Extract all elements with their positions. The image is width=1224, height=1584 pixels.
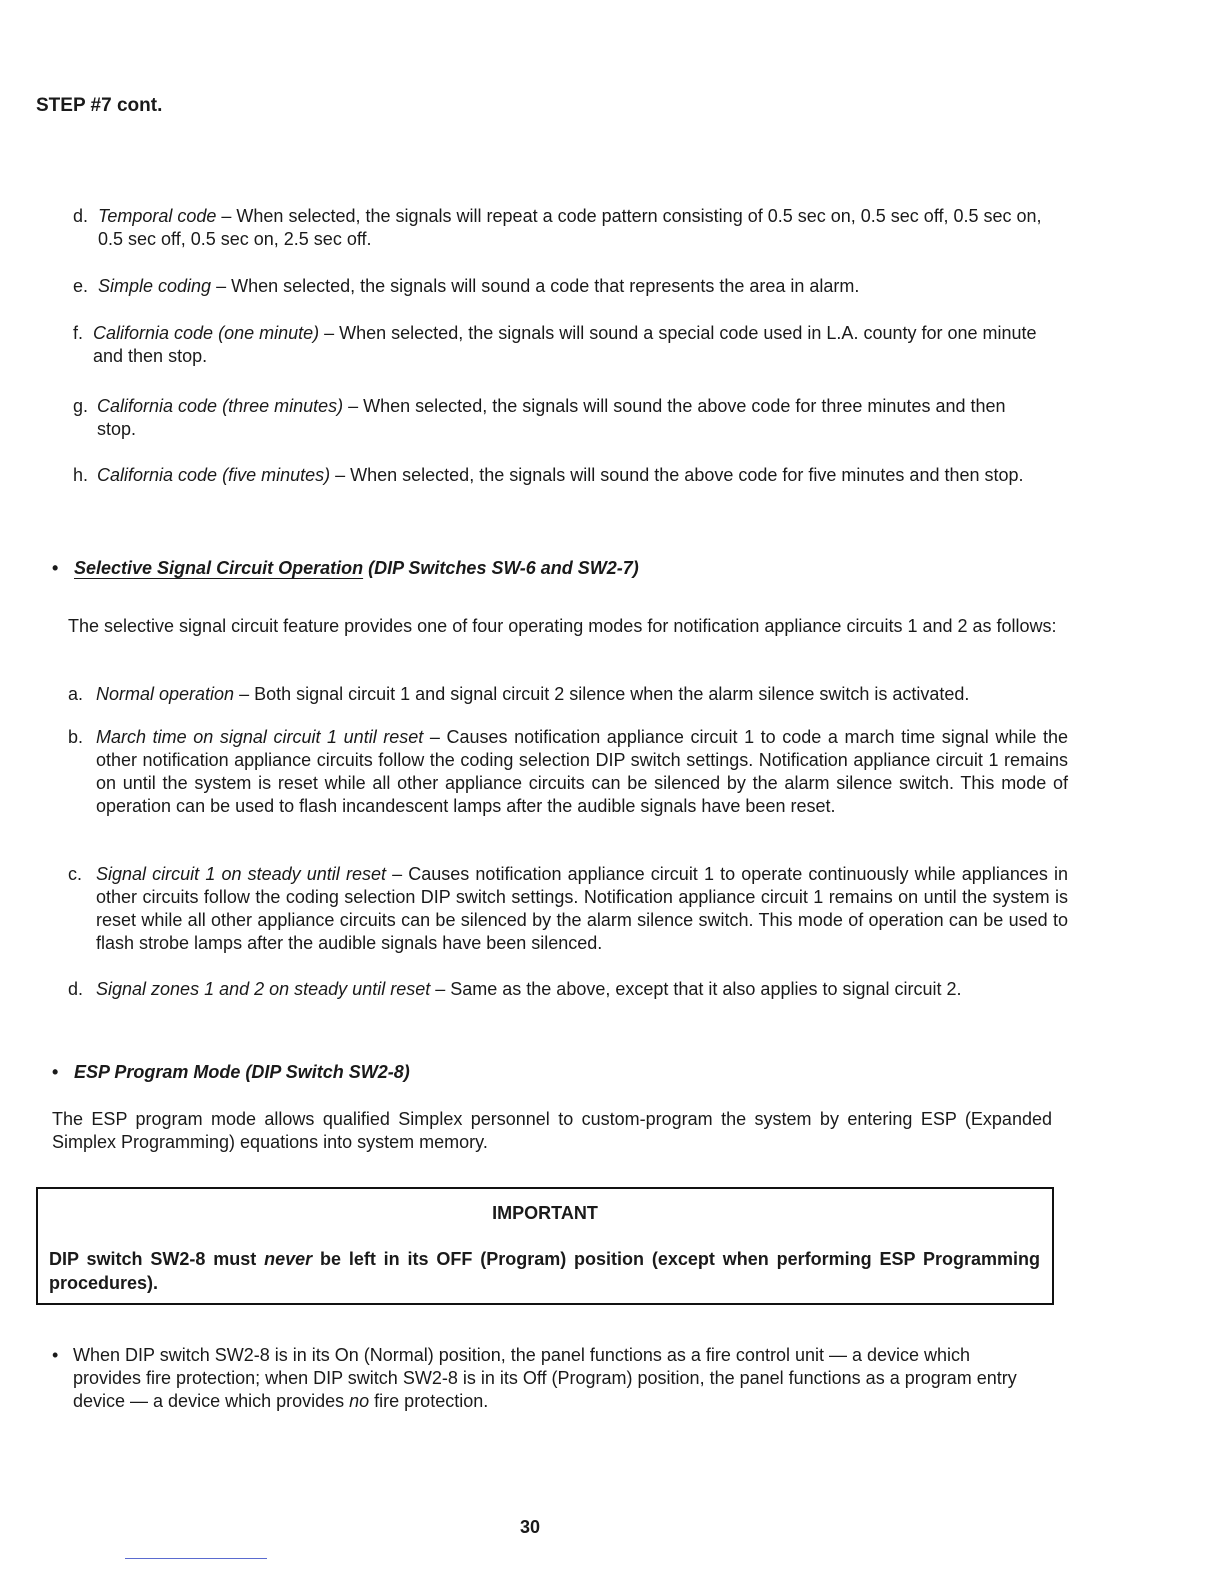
item-letter: b. (68, 727, 84, 747)
item-body: – When selected, the signals will repeat a code pattern consisting of 0.5 sec on, 0.5 sec off, 0.5 sec on, 0.5 sec off, 0.5 sec on, 2.5 sec off. (98, 206, 1042, 249)
selective-item-d (68, 978, 1068, 1001)
item-letter: a. (68, 684, 84, 704)
item-title: California code (one minute) (93, 323, 320, 343)
item-letter: c. (68, 864, 83, 884)
selective-item-b (68, 726, 1068, 818)
item-body: – When selected, the signals will sound a special code used in L.A. county for one minute and then stop. (93, 323, 1037, 366)
item-body: – When selected, the signals will sound a code that represents the area in alarm. (211, 276, 860, 296)
item-body: – Both signal circuit 1 and signal circuit 2 silence when the alarm silence switch is activated. (234, 684, 970, 704)
item-body: – Same as the above, except that it also applies to signal circuit 2. (430, 979, 962, 999)
bullet-icon: • (52, 1062, 59, 1082)
item-body: – When selected, the signals will sound the above code for three minutes and then stop. (97, 396, 1006, 439)
selective-title: Selective Signal Circuit Operation (74, 558, 364, 578)
step-header: STEP #7 cont. (36, 95, 163, 116)
bullet-icon: • (52, 1345, 59, 1365)
item-title: Simple coding (98, 276, 212, 296)
item-body: – Causes notification appliance circuit 1 to operate continuously while appliances in other circuits follow the coding selection DIP switch settings. Notification appliance circuit 1 remains on until the system is reset while all other appliance circuits can be silenced by the alarm silence switch. This mode of operation can be used to flash strobe lamps after the audible signals have been silenced. (96, 864, 1068, 953)
item-letter: f. (73, 323, 84, 343)
item-title: California code (three minutes) (97, 396, 344, 416)
important-callout (36, 1187, 1054, 1305)
selective-title-suffix: (DIP Switches SW-6 and SW2-7) (363, 558, 639, 578)
item-letter: e. (73, 276, 89, 296)
esp-intro: The ESP program mode allows qualified Simplex personnel to custom-program the system by entering ESP (Expanded Simplex Programming) equations into system memory. (52, 1109, 1052, 1152)
item-letter: d. (73, 206, 89, 226)
item-title: Signal circuit 1 on steady until reset (96, 864, 386, 884)
coding-item-e (73, 275, 1043, 298)
esp-section-heading (52, 1062, 952, 1083)
coding-item-h (73, 464, 1043, 487)
item-letter: d. (68, 979, 84, 999)
page-number: 30 (519, 1517, 541, 1537)
selective-item-a (68, 683, 1068, 706)
esp-title: ESP Program Mode (DIP Switch SW2-8) (74, 1062, 410, 1082)
important-body: DIP switch SW2-8 must never be left in its OFF (Program) position (except when performing ESP Programming procedures). (49, 1249, 1041, 1293)
selective-section-heading (52, 558, 952, 579)
item-title: Signal zones 1 and 2 on steady until reset (96, 979, 431, 999)
item-letter: g. (73, 396, 89, 416)
selective-intro: The selective signal circuit feature provides one of four operating modes for notification appliance circuits 1 and 2 as follows: (68, 616, 1057, 636)
selective-item-c (68, 863, 1068, 955)
item-letter: h. (73, 465, 89, 485)
coding-item-g (73, 395, 1043, 441)
item-body: – Causes notification appliance circuit 1 to code a march time signal while the other notification appliance circuits follow the coding selection DIP switch settings. Notification appliance circuit 1 remains on until the system is reset while all other appliance circuits can be silenced by the alarm silence switch. This mode of operation can be used to flash incandescent lamps after the audible signals have been reset. (96, 727, 1069, 816)
item-body: – When selected, the signals will sound the above code for five minutes and then stop. (330, 465, 1024, 485)
coding-item-d (73, 205, 1043, 251)
coding-item-f (73, 322, 1043, 368)
esp-note: • When DIP switch SW2-8 is in its On (Normal) position, the panel functions as a fire control unit — a device which provides fire protection; when DIP switch SW2-8 is in its Off (Program) position, the panel functions as a program entry device — a device which provides no fire protection. (52, 1345, 1017, 1411)
item-title: Normal operation (96, 684, 235, 704)
item-title: March time on signal circuit 1 until reset (96, 727, 424, 747)
footer-rule (125, 1558, 267, 1559)
important-title: IMPORTANT (492, 1203, 598, 1223)
item-title: Temporal code (98, 206, 217, 226)
bullet-icon: • (52, 558, 59, 578)
item-title: California code (five minutes) (97, 465, 331, 485)
